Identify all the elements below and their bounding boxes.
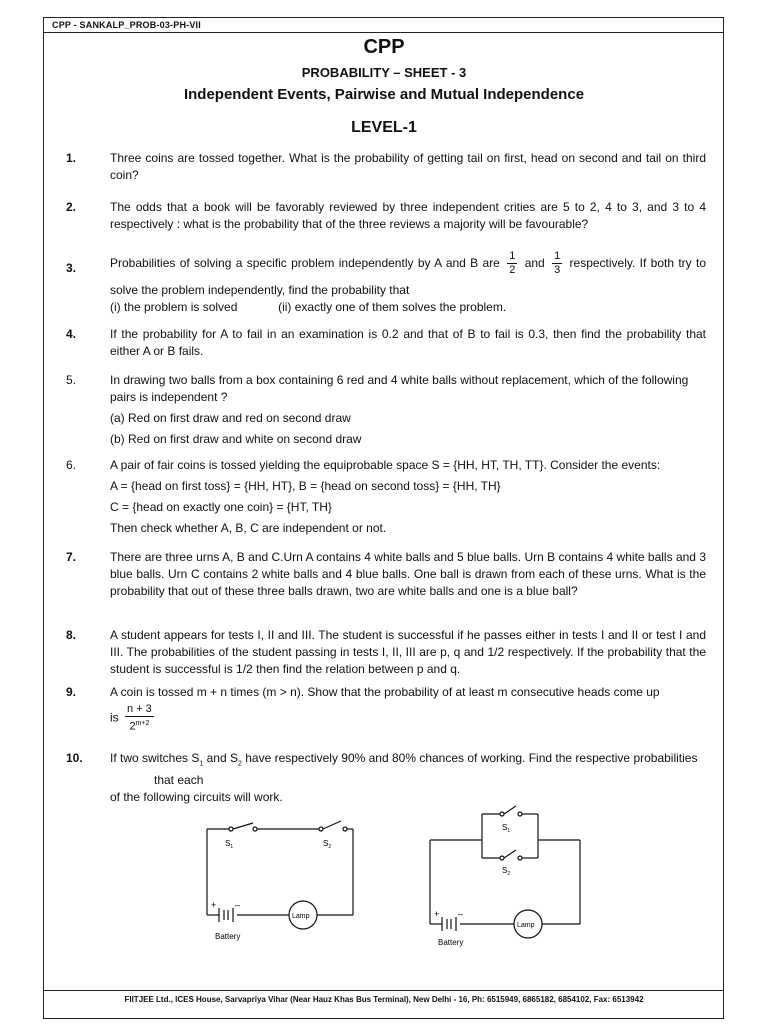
question-text: If the probability for A to fail in an examination is 0.2 and that of B to fail is 0.3, then find the probability that either A or B fails. — [110, 327, 706, 358]
sub-part-ii: (ii) exactly one of them solves the problem. — [278, 300, 507, 315]
battery-minus: – — [235, 900, 241, 910]
event-c-definition: C = {head on exactly one coin} = {HT, TH} — [110, 500, 332, 514]
question-7 — [66, 549, 706, 600]
option-a: (a) Red on first draw and red on second draw — [110, 411, 351, 425]
question-6 — [66, 457, 706, 537]
switch-s1-blade — [233, 823, 253, 829]
question-4 — [66, 326, 706, 360]
sub-part-i: (i) the problem is solved — [110, 300, 238, 315]
question-5 — [66, 372, 706, 448]
question-number: 7. — [66, 550, 77, 564]
battery-plus: + — [434, 909, 440, 919]
topic-title: Independent Events, Pairwise and Mutual Independence — [183, 86, 585, 103]
switch-s1-label: $S_1$ — [502, 823, 511, 834]
parallel-circuit-diagram — [420, 800, 590, 950]
question-text: Probabilities of solving a specific problem independently by A and B are — [110, 256, 500, 270]
question-2 — [66, 199, 706, 233]
footer-divider — [43, 990, 724, 991]
question-number: 5. — [66, 373, 77, 387]
lamp-label: Lamp — [517, 922, 535, 929]
question-text: A pair of fair coins is tossed yielding the equiprobable space S = {HH, HT, TH, TT}. Consider the events: — [110, 458, 661, 472]
question-1 — [66, 150, 706, 184]
switch-s2-label: $S_2$ — [502, 866, 511, 877]
probability-fraction: $\frac{n + 3}{2^{m+2}}$ — [127, 703, 152, 733]
question-10: 10. If two switches $S_1$ and $S_2$ have respectively 90% and 80% chances of working. Find the respective probabilities that each of the following circuits will work. — [66, 750, 706, 806]
lamp-label: Lamp — [292, 913, 310, 920]
switch-s2-label: $S_2$ — [323, 839, 332, 850]
question-number: 10. — [66, 751, 83, 765]
question-text: The odds that a book will be favorably reviewed by three independent crities are 5 to 2, 4 to 3, and 3 to 4 respectively : what is the probability that of the three reviews a majority will be favourable? — [110, 200, 706, 231]
question-text: A coin is tossed m + n times (m > n). Show that the probability of at least m consecutive heads come up — [110, 685, 660, 699]
switch-s2-blade — [504, 850, 516, 858]
question-number: 3. — [66, 261, 77, 275]
sheet-title: PROBABILITY – SHEET - 3 — [301, 65, 467, 80]
question-text: Three coins are tossed together. What is the probability of getting tail on first, head on second and tail on third coin? — [110, 151, 706, 182]
question-number: 9. — [66, 685, 77, 699]
battery-label: Battery — [215, 932, 241, 941]
question-text: In drawing two balls from a box containing 6 red and 4 white balls without replacement, which of the following pairs is independent ? — [110, 373, 689, 404]
question-9 — [66, 684, 706, 734]
fraction-half: $\frac{1}{2}$ — [509, 250, 516, 277]
switch-s1-blade — [504, 806, 516, 814]
event-definitions: A = {head on first toss} = {HH, HT}, B = {head on second toss} = {HH, TH} — [110, 479, 501, 493]
fraction-third: $\frac{1}{3}$ — [554, 250, 561, 277]
battery-label: Battery — [438, 938, 464, 947]
question-text-continued: respectively. If both try to solve the problem independently, find the probability that — [110, 256, 707, 298]
header-divider — [43, 32, 724, 33]
question-number: 6. — [66, 458, 77, 472]
battery-plus: + — [211, 900, 217, 910]
question-8 — [66, 627, 706, 678]
question-3 — [66, 250, 706, 316]
question-number: 8. — [66, 628, 77, 642]
question-instruction: Then check whether A, B, C are independent or not. — [110, 521, 387, 535]
switch-s1-label: $S_1$ — [225, 839, 234, 850]
conjunction: and — [524, 256, 545, 270]
question-text: There are three urns A, B and C.Urn A contains 4 white balls and 5 blue balls. Urn B contains 4 white balls and 3 blue balls. Urn C contains 2 white balls and 4 blue balls. One ball is drawn from each of these urns. What is the probability that out of these three balls drawn, two are white balls and one is a blue ball? — [110, 550, 706, 598]
question-number: 1. — [66, 151, 77, 165]
series-circuit-diagram — [195, 815, 365, 945]
option-b: (b) Red on first draw and white on second draw — [110, 432, 362, 446]
question-text: A student appears for tests I, II and III. The student is successful if he passes either in tests I and II or test I and III. The probabilities of the student passing in tests I, II, III are p, q and 1/2 respectively. If the probability that the student is successful is 1/2 then find the relation between p and q. — [110, 628, 706, 676]
question-number: 4. — [66, 327, 77, 341]
level-title: LEVEL-1 — [351, 119, 417, 136]
question-number: 2. — [66, 200, 77, 214]
question-text-wrap: that each — [154, 773, 204, 788]
page-title: CPP — [363, 36, 405, 58]
battery-minus: – — [458, 909, 464, 919]
header-code: CPP - SANKALP_PROB-03-PH-VII — [52, 20, 201, 30]
switch-s2-blade — [323, 821, 341, 829]
footer-address: FIITJEE Ltd., ICES House, Sarvapriya Vihar (Near Hauz Khas Bus Terminal), New Delhi - 16, Ph: 6515949, 6865182, 6854102, Fax: 6513942 — [124, 995, 644, 1004]
result-prefix: is — [110, 710, 119, 725]
question-text-end: of the following circuits will work. — [110, 790, 283, 805]
